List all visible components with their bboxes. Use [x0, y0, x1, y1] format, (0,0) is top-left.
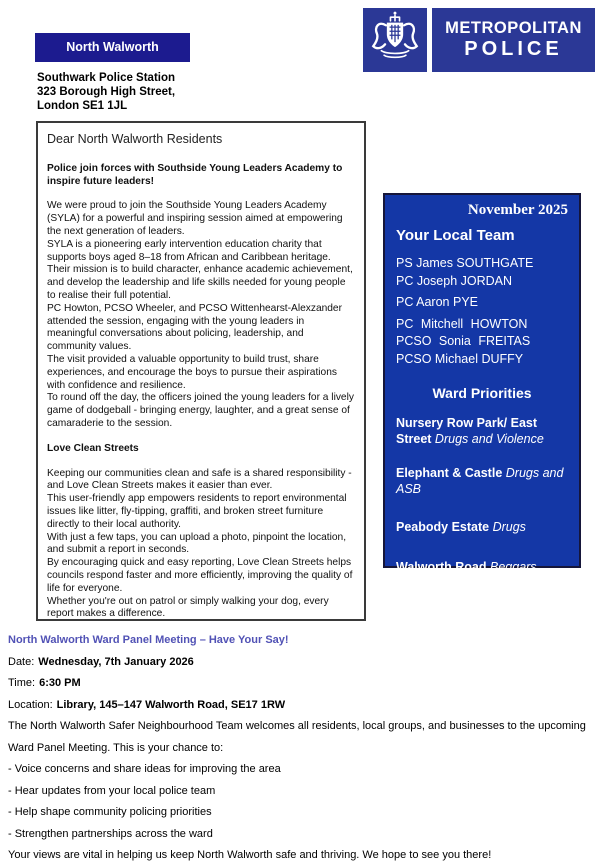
team-member: PCSO Sonia FREITAS — [396, 334, 531, 348]
priority-issue: Beggars — [490, 560, 537, 574]
team-member: PC Joseph JORDAN — [396, 273, 513, 288]
time-value: 6:30 PM — [39, 677, 81, 689]
priority-issue: Drugs and Violence — [434, 432, 544, 446]
address-line: London SE1 1JL — [37, 100, 128, 112]
letter-paragraph: Keeping our communities clean and safe is a shared responsibility - and Love Clean Streets makes it easier than ever. — [47, 467, 352, 492]
meeting-bullet: - Voice concerns and share ideas for improving the area — [8, 763, 281, 775]
newsletter-month: November 2025 — [467, 202, 568, 218]
time-label: Time: — [8, 677, 36, 689]
meeting-bullet: - Strengthen partnerships across the ward — [8, 827, 213, 840]
letter-section-heading: Police join forces with Southside Young Leaders Academy to inspire future leaders! — [47, 162, 343, 187]
ward-priority — [396, 415, 568, 447]
letter-paragraph: By encouraging quick and easy reporting, Love Clean Streets helps councils respond faster and more efficiently, improving the quality of life for everyone. — [47, 557, 353, 594]
letter-paragraph: We were proud to join the Southside Young Leaders Academy (SYLA) for a powerful and inspiring session aimed at empowering the next generation of leaders. — [47, 200, 343, 237]
priority-area: Nursery Row Park/ East Street — [396, 416, 538, 446]
meeting-bullet: - Hear updates from your local police team — [8, 784, 216, 797]
letter-paragraph: The visit provided a valuable opportunity to build trust, share experiences, and encourage the boys to pursue their aspirations with confidence and resilience. — [47, 353, 337, 391]
ward-panel-meeting-section — [8, 630, 594, 867]
letter-paragraph: Whether you're out on patrol or simply walking your dog, every report makes a difference. — [47, 595, 329, 620]
address-line: 323 Borough High Street, — [37, 86, 176, 98]
letter-section-heading: Love Clean Streets — [47, 442, 139, 454]
ward-priorities-title: Ward Priorities — [432, 385, 532, 401]
meeting-title: North Walworth Ward Panel Meeting – Have Your Say! — [8, 634, 289, 646]
team-member: PCSO Michael DUFFY — [396, 351, 524, 366]
station-address — [37, 71, 175, 113]
priority-area: Walworth Road — [396, 560, 487, 574]
local-team-list — [396, 255, 568, 368]
meeting-bullet: - Help shape community policing priorities — [8, 806, 212, 818]
address-line: Southwark Police Station — [37, 72, 176, 84]
local-team-title: Your Local Team — [396, 227, 515, 244]
met-police-logo — [363, 8, 427, 72]
letter-paragraph: To round off the day, the officers joined the young leaders for a lively game of dodgeball - bringing energy, laughter, and a great sense of camaraderie to the session. — [47, 392, 354, 429]
location-label: Location: — [8, 698, 53, 711]
logo-line-police: POLICE — [464, 38, 563, 60]
ward-priority — [396, 559, 568, 575]
priority-area: Elephant & Castle — [396, 466, 503, 480]
letter-salutation: Dear North Walworth Residents — [47, 132, 223, 146]
meeting-time-row — [8, 673, 594, 695]
team-member: PS James SOUTHGATE — [396, 256, 534, 270]
date-label: Date: — [8, 655, 35, 668]
ward-priority — [396, 519, 568, 535]
team-member: PC Aaron PYE — [396, 295, 478, 309]
met-police-wordmark — [432, 8, 595, 72]
met-police-crest-icon — [366, 9, 424, 72]
letter-paragraph: PC Howton, PCSO Wheeler, and PCSO Wittenhearst-Alexzander attended the session, engaging with the young leaders in meaningful conversations about policing, leadership, and community values. — [47, 302, 342, 353]
meeting-date-row — [8, 652, 594, 674]
meeting-location-row — [8, 695, 594, 717]
letter-paragraph: This user-friendly app empowers residents to report environmental issues like litter, fly-tipping, graffiti, and broken street furniture directly to their local authority. — [47, 493, 347, 530]
location-value: Library, 145–147 Walworth Road, SE17 1RW — [56, 698, 286, 711]
priority-issue: Drugs and ASB — [396, 466, 564, 496]
team-member: PC Mitchell HOWTON — [396, 316, 528, 331]
priority-area: Peabody Estate — [396, 520, 490, 534]
meeting-closing: Your views are vital in helping us keep North Walworth safe and thriving. We hope to see you there! — [8, 849, 492, 861]
ward-info-sidebar — [383, 193, 581, 574]
ward-name-banner: North Walworth — [35, 33, 190, 62]
ward-priority — [396, 465, 568, 497]
newsletter-letter — [36, 121, 366, 621]
priority-issue: Drugs — [492, 520, 526, 534]
letter-paragraph: With just a few taps, you can upload a photo, pinpoint the location, and submit a report in seconds. — [47, 531, 347, 556]
logo-line-metropolitan: METROPOLITAN — [445, 19, 582, 37]
meeting-intro: The North Walworth Safer Neighbourhood Team welcomes all residents, local groups, and businesses to the upcoming Ward Panel Meeting. This is your chance to: — [8, 720, 586, 754]
date-value: Wednesday, 7th January 2026 — [38, 655, 194, 668]
letter-paragraph: SYLA is a pioneering early intervention education charity that supports boys aged 8–18 from African and Caribbean heritage. Their mission is to build character, enhance academic achievement, and develop the leadership and life skills needed for young people to realise their full potential. — [47, 238, 353, 301]
